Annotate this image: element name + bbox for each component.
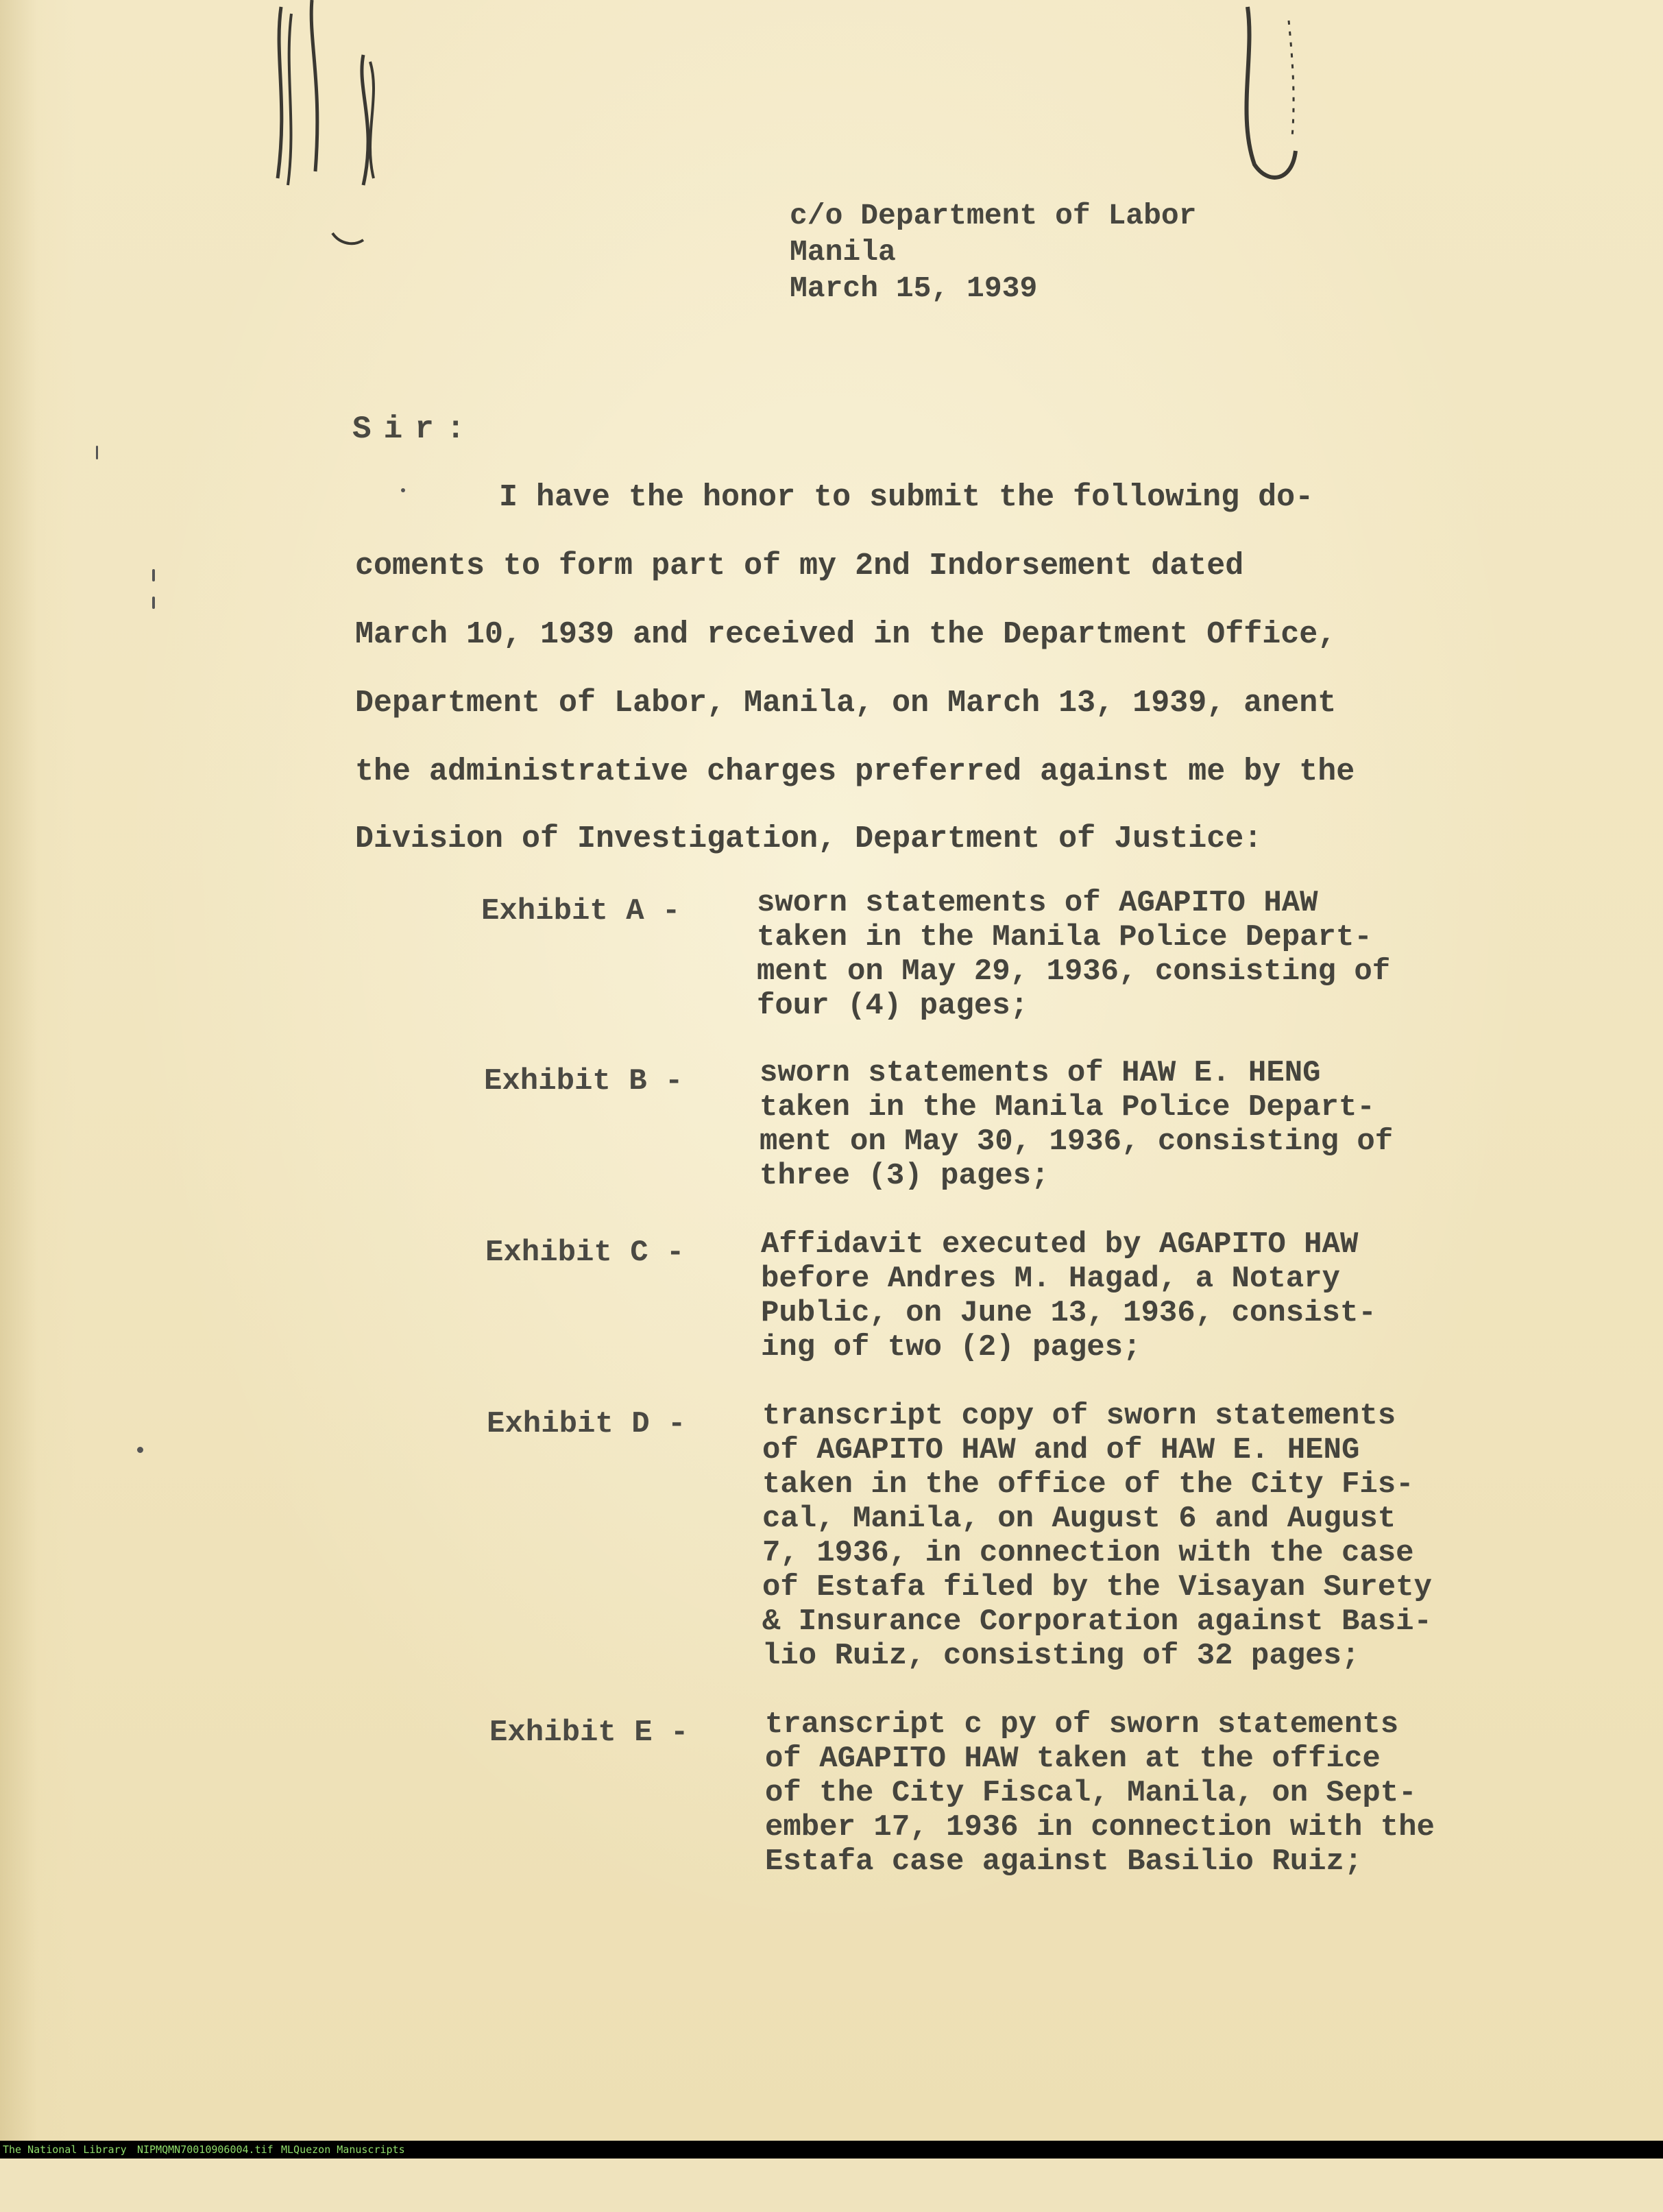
- body-line: Department of Labor, Manila, on March 13, 1939, anent: [355, 686, 1337, 721]
- salutation: Sir:: [352, 411, 478, 447]
- exhibit-e-line: of AGAPITO HAW taken at the office: [765, 1742, 1381, 1776]
- address-line-1: c/o Department of Labor: [790, 199, 1197, 232]
- exhibit-e-line: Estafa case against Basilio Ruiz;: [765, 1844, 1363, 1879]
- exhibit-d-line: lio Ruiz, consisting of 32 pages;: [762, 1639, 1360, 1673]
- exhibit-e-line: transcript c py of sworn statements: [765, 1707, 1399, 1742]
- exhibit-a-line: sworn statements of AGAPITO HAW: [757, 886, 1318, 920]
- ink-speck: [137, 1447, 143, 1453]
- exhibit-c-line: before Andres M. Hagad, a Notary: [761, 1262, 1340, 1296]
- exhibit-e-label: Exhibit E -: [489, 1716, 689, 1750]
- handwritten-mark-left: [260, 0, 411, 261]
- exhibit-c-description: [761, 1227, 1376, 1365]
- body-line: I have the honor to submit the following do-: [499, 480, 1314, 515]
- exhibit-c-line: ing of two (2) pages;: [761, 1330, 1141, 1365]
- exhibit-c-line: Affidavit executed by AGAPITO HAW: [761, 1227, 1359, 1262]
- exhibit-a-line: ment on May 29, 1936, consisting of: [757, 954, 1391, 989]
- letter-date: March 15, 1939: [790, 272, 1038, 305]
- exhibit-b-line: sworn statements of HAW E. HENG: [760, 1056, 1321, 1090]
- exhibit-a-line: taken in the Manila Police Depart-: [757, 920, 1372, 954]
- address-block: [790, 197, 1197, 306]
- exhibit-a-line: four (4) pages;: [757, 989, 1029, 1023]
- address-line-2: Manila: [790, 235, 896, 269]
- exhibit-b-description: [760, 1056, 1393, 1193]
- exhibit-c-line: Public, on June 13, 1936, consist-: [761, 1296, 1376, 1330]
- exhibit-d-line: cal, Manila, on August 6 and August: [762, 1502, 1396, 1536]
- footer-library: The National Library: [3, 2143, 127, 2156]
- footer-filename: NIPMQMN70010906004.tif: [137, 2143, 274, 2156]
- paper-fold-shadow: [0, 0, 75, 2141]
- exhibit-d-line: & Insurance Corporation against Basi-: [762, 1604, 1432, 1639]
- exhibit-d-line: transcript copy of sworn statements: [762, 1399, 1396, 1433]
- body-line: coments to form part of my 2nd Indorsement dated: [355, 549, 1244, 584]
- exhibit-a-label: Exhibit A -: [481, 894, 681, 928]
- exhibit-d-line: of Estafa filed by the Visayan Surety: [762, 1570, 1432, 1604]
- ink-speck: [401, 488, 405, 492]
- exhibit-e-description: [765, 1707, 1435, 1879]
- handwritten-mark-right: [1227, 0, 1323, 192]
- exhibit-d-description: [762, 1399, 1432, 1673]
- body-line: the administrative charges preferred against me by the: [355, 754, 1355, 789]
- exhibit-b-line: taken in the Manila Police Depart-: [760, 1090, 1375, 1125]
- exhibit-d-line: 7, 1936, in connection with the case: [762, 1536, 1414, 1570]
- exhibit-e-line: of the City Fiscal, Manila, on Sept-: [765, 1776, 1417, 1810]
- exhibit-b-line: three (3) pages;: [760, 1159, 1049, 1193]
- exhibit-b-label: Exhibit B -: [484, 1064, 683, 1098]
- exhibit-d-line: taken in the office of the City Fis-: [762, 1467, 1414, 1502]
- footer-collection: MLQuezon Manuscripts: [281, 2143, 405, 2156]
- exhibit-d-line: of AGAPITO HAW and of HAW E. HENG: [762, 1433, 1360, 1467]
- body-line: March 10, 1939 and received in the Department Office,: [355, 617, 1337, 652]
- exhibit-e-line: ember 17, 1936 in connection with the: [765, 1810, 1435, 1844]
- exhibit-c-label: Exhibit C -: [485, 1236, 685, 1270]
- body-line: Division of Investigation, Department of Justice:: [355, 821, 1263, 856]
- scan-footer-bar: [0, 2141, 1663, 2159]
- exhibit-d-label: Exhibit D -: [487, 1407, 686, 1441]
- exhibit-a-description: [757, 886, 1390, 1023]
- exhibit-b-line: ment on May 30, 1936, consisting of: [760, 1125, 1394, 1159]
- ink-speck: [152, 569, 155, 581]
- ink-speck: [152, 597, 155, 609]
- ink-speck: [96, 446, 98, 459]
